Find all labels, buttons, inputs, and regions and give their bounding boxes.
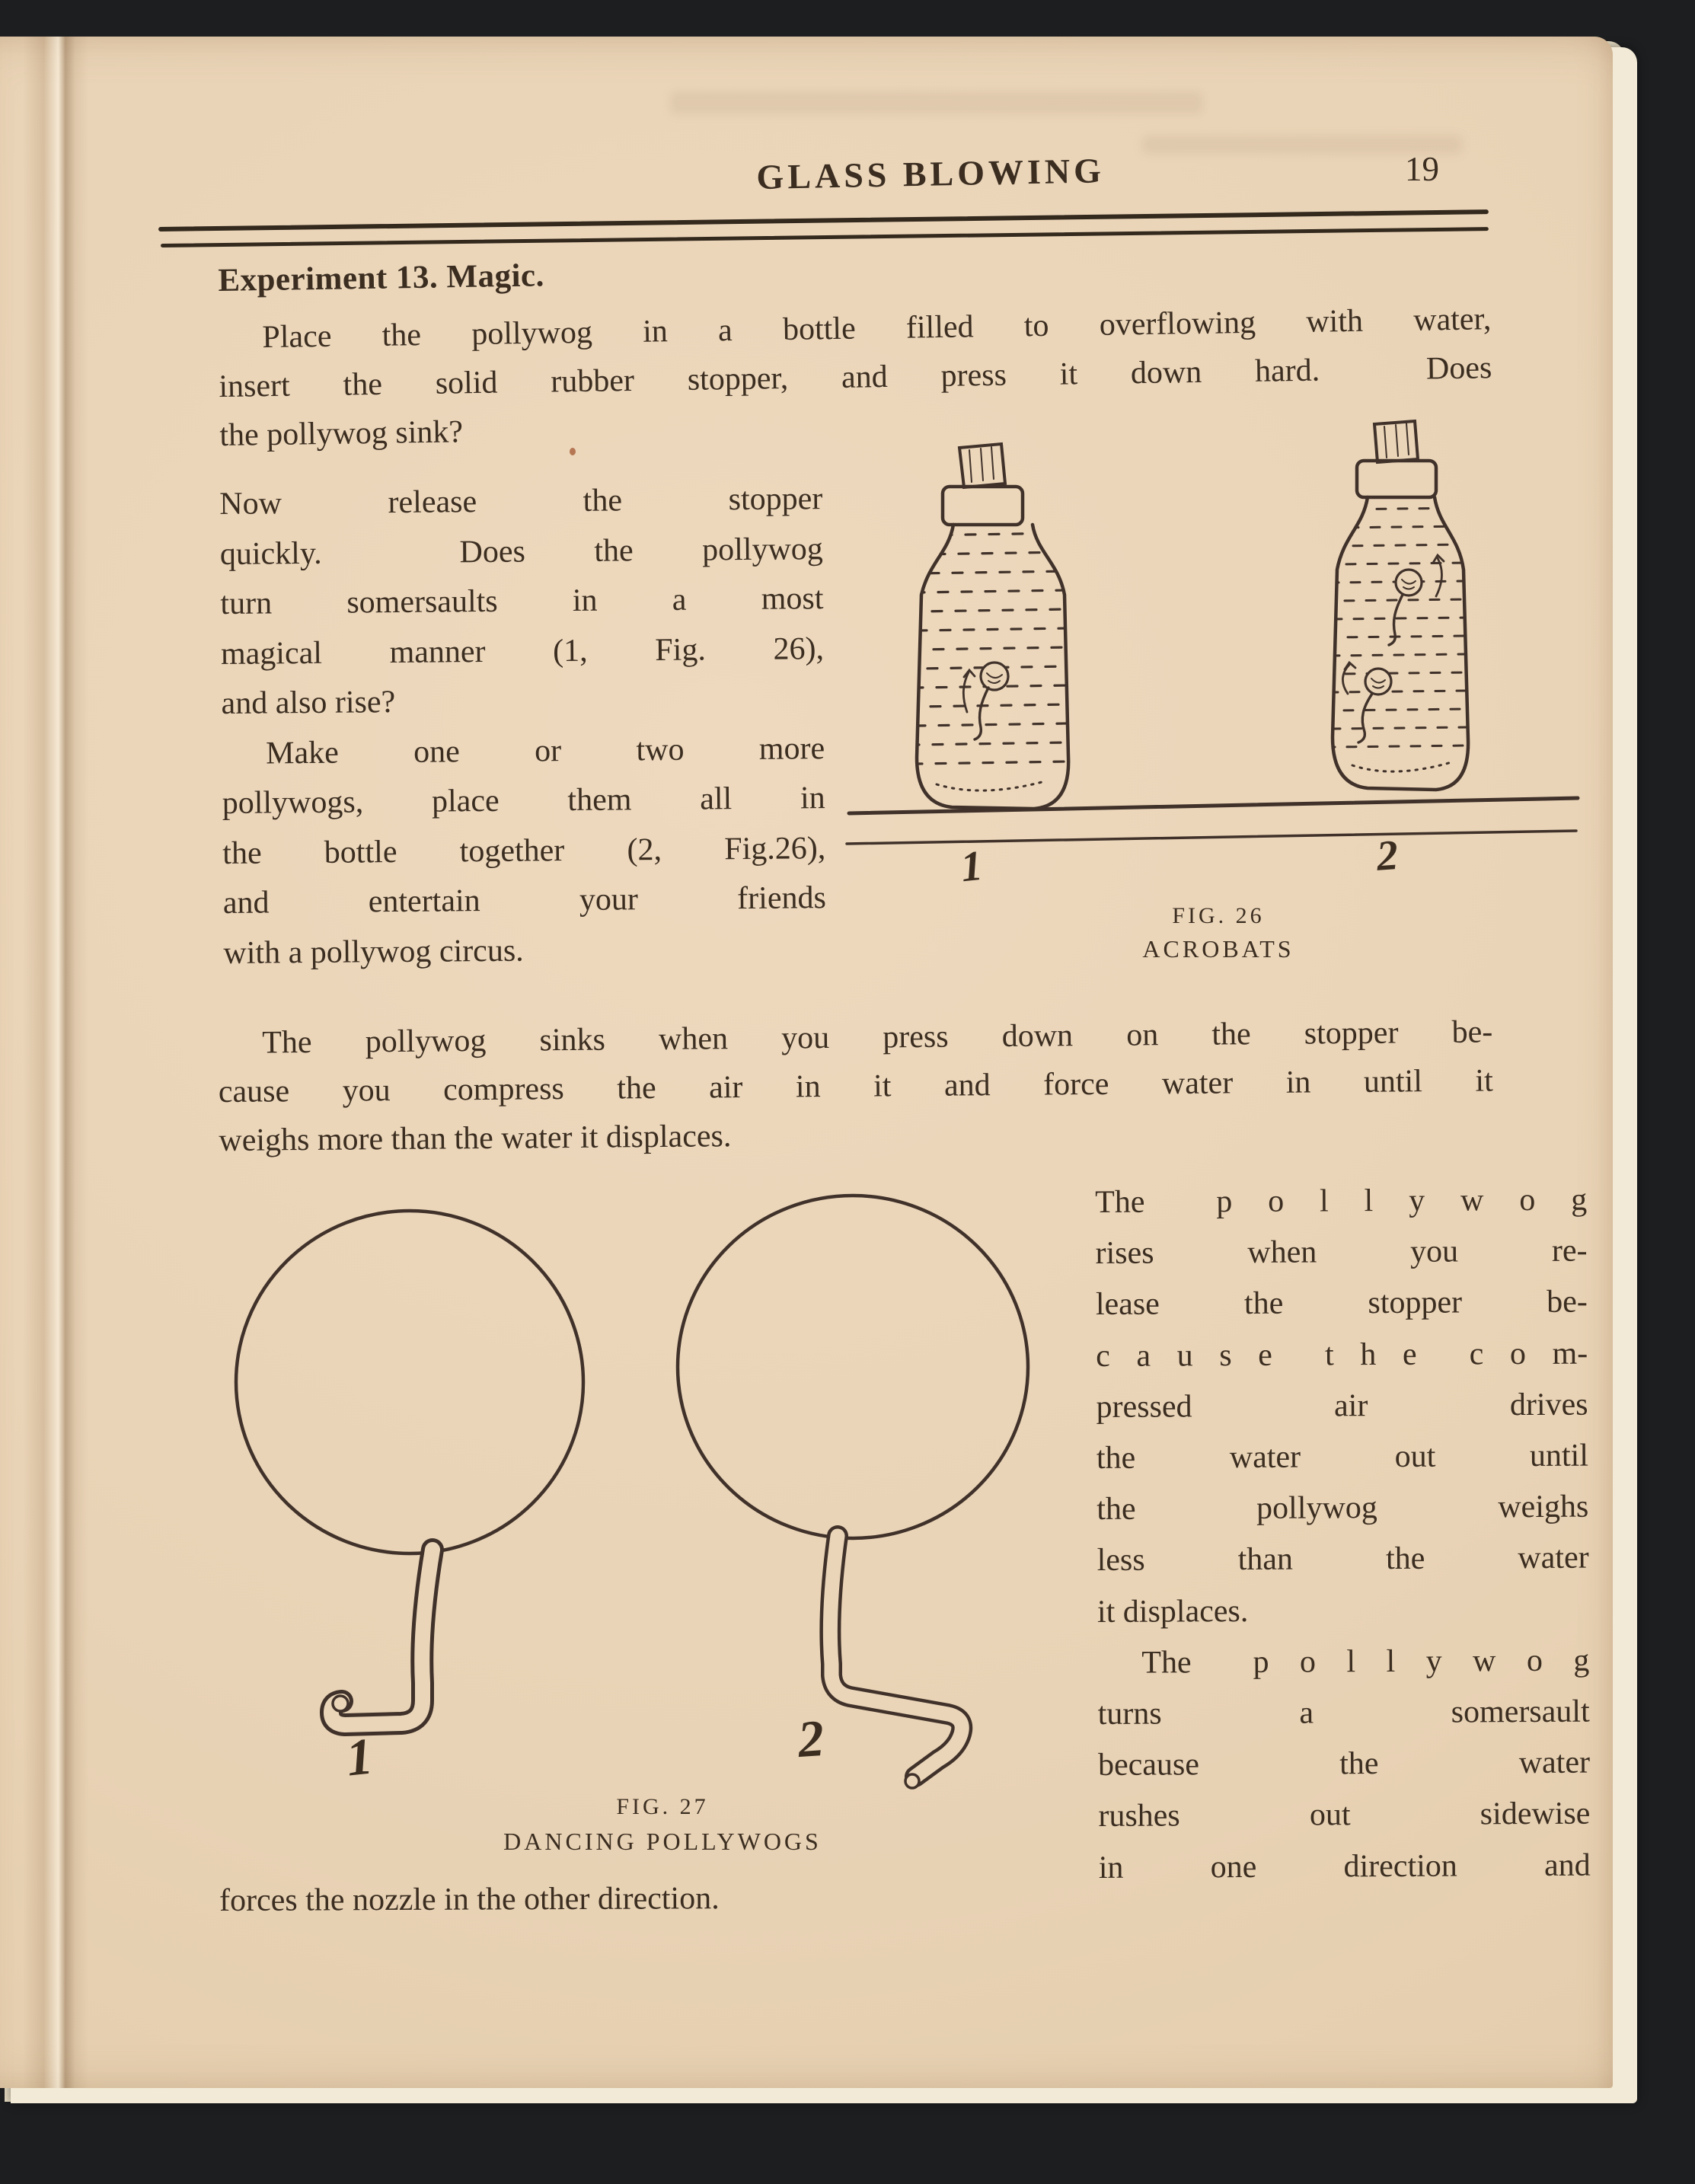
text-line: rises when you re-: [1095, 1233, 1588, 1272]
text-line: lease the stopper be-: [1095, 1285, 1588, 1323]
page-number: 19: [1405, 150, 1439, 188]
header-rule-top: [158, 209, 1489, 231]
text-line: quickly. Does the pollywog: [219, 531, 824, 572]
fig27-label-2: 2: [796, 1708, 826, 1769]
text-line: the bottle together (2, Fig.26),: [222, 830, 826, 871]
text-line: insert the solid rubber stopper, and press it down hard. Does: [219, 350, 1492, 404]
text-line: turns a somersault: [1097, 1694, 1590, 1732]
text-line: the water out until: [1096, 1438, 1589, 1477]
fig27-label-1: 1: [343, 1726, 375, 1787]
paragraph-2: [218, 1007, 1494, 1165]
fig27-caption: [426, 1794, 899, 1856]
fig27-caption-number: FIG. 27: [616, 1794, 709, 1819]
show-through-mark: [670, 91, 1203, 114]
closing-line: forces the nozzle in the other direction.: [219, 1881, 720, 1918]
text-line: rushes out sidewise: [1098, 1796, 1591, 1834]
text-line: in one direction and: [1098, 1847, 1591, 1885]
text-line: and also rise?: [221, 684, 396, 721]
text-line: with a pollywog circus.: [223, 933, 524, 971]
pollywog-bulb-2-drawing: [678, 1196, 1028, 1788]
text-line: The p o l l y w o g: [1095, 1182, 1588, 1220]
pollywog-icon: [963, 663, 1008, 739]
fig27-caption-title: DANCING POLLYWOGS: [503, 1828, 822, 1855]
fig26-caption-title: ACROBATS: [1142, 935, 1294, 963]
pollywog-bulb-1-drawing: [236, 1211, 583, 1725]
fig26-bottles-illustration: [845, 413, 1588, 859]
bottle-2-drawing: [1333, 421, 1468, 790]
text-line: Place the pollywog in a bottle filled to overflowing with water,: [262, 302, 1492, 356]
text-line: and entertain your friends: [222, 880, 827, 921]
text-line: Now release the stopper: [219, 481, 823, 522]
binding-crease: [23, 37, 88, 2088]
header-rule-bottom: [161, 227, 1489, 247]
text-line: turn somersaults in a most: [220, 581, 824, 621]
text-line: the pollywog weighs: [1096, 1489, 1589, 1528]
fig26-caption: [1028, 903, 1409, 963]
fig26-label-2: 2: [1374, 832, 1400, 880]
text-line: The p o l l y w o g: [1141, 1643, 1590, 1681]
text-line: c a u s e t h e c o m-: [1096, 1336, 1588, 1374]
text-line: magical manner (1, Fig. 26),: [220, 631, 825, 672]
text-line: it displaces.: [1096, 1593, 1249, 1630]
text-line: Make one or two more: [265, 730, 825, 771]
bottle-1-drawing: [917, 444, 1068, 809]
text-line: cause you compress the air in it and force water in until it: [218, 1063, 1493, 1110]
left-column: [219, 474, 827, 979]
text-line: pressed air drives: [1096, 1387, 1588, 1425]
running-head: GLASS BLOWING: [756, 151, 1106, 196]
right-column: [1095, 1175, 1591, 1894]
text-line: pollywogs, place them all in: [222, 781, 825, 821]
fig26-label-1: 1: [958, 841, 985, 892]
experiment-heading: Experiment 13. Magic.: [218, 257, 545, 299]
text-line: less than the water: [1096, 1541, 1589, 1579]
text-line: The pollywog sinks when you press down on the stopper be-: [262, 1014, 1493, 1061]
text-line: the pollywog sink?: [219, 414, 464, 453]
book-page: [0, 37, 1613, 2088]
text-line: weighs more than the water it displaces.: [219, 1119, 732, 1158]
fig26-caption-number: FIG. 26: [1172, 903, 1265, 928]
text-line: because the water: [1097, 1745, 1591, 1783]
fig27-pollywogs-illustration: [228, 1184, 1100, 1820]
